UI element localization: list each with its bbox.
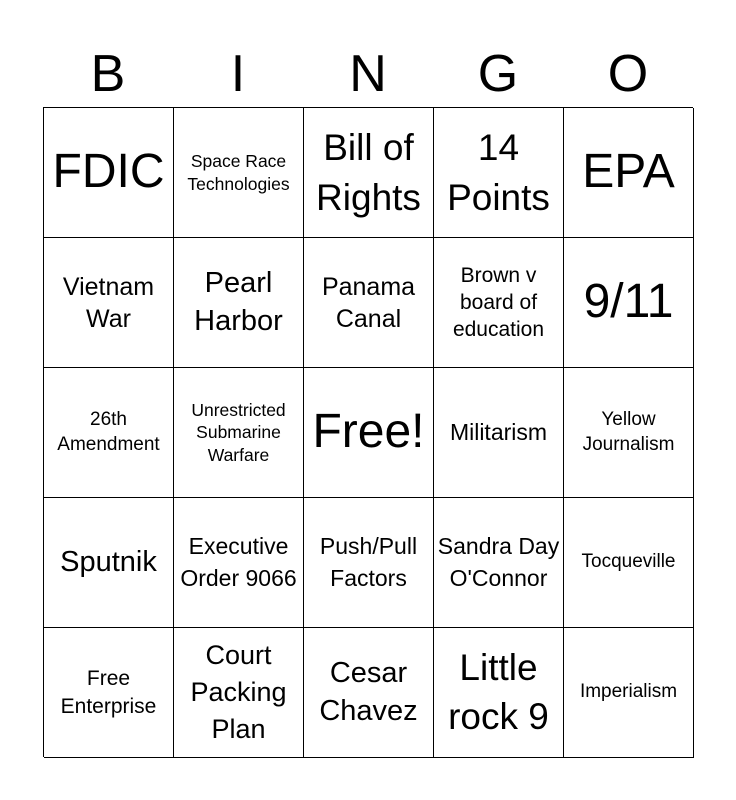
cell-text: Little rock 9: [448, 646, 549, 737]
bingo-cell[interactable]: [564, 238, 694, 368]
bingo-cell[interactable]: [44, 238, 174, 368]
bingo-cell[interactable]: [434, 108, 564, 238]
cell-text: Tocqueville: [581, 551, 676, 573]
bingo-cell[interactable]: [174, 368, 304, 498]
bingo-grid: [43, 107, 693, 757]
header-letter-b: B: [90, 45, 126, 103]
bingo-cell[interactable]: [564, 368, 694, 498]
bingo-cell[interactable]: [564, 628, 694, 758]
cell-text: Space Race Technologies: [187, 151, 290, 194]
cell-text: Executive Order 9066: [180, 533, 297, 591]
cell-text: Panama Canal: [321, 272, 416, 333]
bingo-cell[interactable]: [174, 628, 304, 758]
cell-text: Yellow Journalism: [582, 409, 675, 455]
bingo-cell[interactable]: [434, 498, 564, 628]
bingo-cell[interactable]: [304, 628, 434, 758]
cell-text: Imperialism: [579, 681, 678, 703]
bingo-cell[interactable]: [434, 628, 564, 758]
cell-text: Push/Pull Factors: [319, 533, 418, 591]
bingo-cell[interactable]: [434, 238, 564, 368]
bingo-cell[interactable]: [174, 238, 304, 368]
bingo-cell[interactable]: [44, 628, 174, 758]
cell-text: Bill of Rights: [316, 126, 421, 218]
cell-text: 26th Amendment: [57, 409, 160, 455]
cell-text: Brown v board of education: [452, 263, 545, 342]
header-letter-i: I: [230, 45, 246, 103]
cell-text: FDIC: [52, 145, 165, 199]
header-letter-n: N: [349, 45, 387, 103]
bingo-cell[interactable]: [564, 498, 694, 628]
cell-text: Sandra Day O'Connor: [437, 533, 560, 591]
bingo-cell[interactable]: [304, 238, 434, 368]
header-letter-o: O: [607, 45, 649, 103]
cell-text: Sputnik: [60, 545, 157, 578]
bingo-cell[interactable]: [44, 368, 174, 498]
cell-text: Free Enterprise: [60, 667, 157, 718]
header-letter-g: G: [477, 45, 519, 103]
bingo-cell-free[interactable]: [304, 368, 434, 498]
cell-text: Court Packing Plan: [190, 639, 287, 745]
bingo-cell[interactable]: [174, 108, 304, 238]
bingo-header: [43, 42, 693, 106]
bingo-cell[interactable]: [44, 108, 174, 238]
cell-text: Unrestricted Submarine Warfare: [191, 399, 286, 465]
bingo-cell[interactable]: [44, 498, 174, 628]
cell-text: Vietnam War: [62, 272, 155, 333]
cell-text: EPA: [582, 145, 675, 199]
cell-text: Free!: [312, 405, 425, 459]
bingo-cell[interactable]: [174, 498, 304, 628]
cell-text: Militarism: [449, 418, 548, 445]
cell-text: 14 Points: [447, 126, 550, 218]
bingo-cell[interactable]: [304, 108, 434, 238]
bingo-cell[interactable]: [564, 108, 694, 238]
cell-text: Pearl Harbor: [194, 267, 283, 337]
cell-text: 9/11: [583, 275, 674, 329]
cell-text: Cesar Chavez: [319, 657, 418, 727]
bingo-cell[interactable]: [304, 498, 434, 628]
bingo-cell[interactable]: [434, 368, 564, 498]
